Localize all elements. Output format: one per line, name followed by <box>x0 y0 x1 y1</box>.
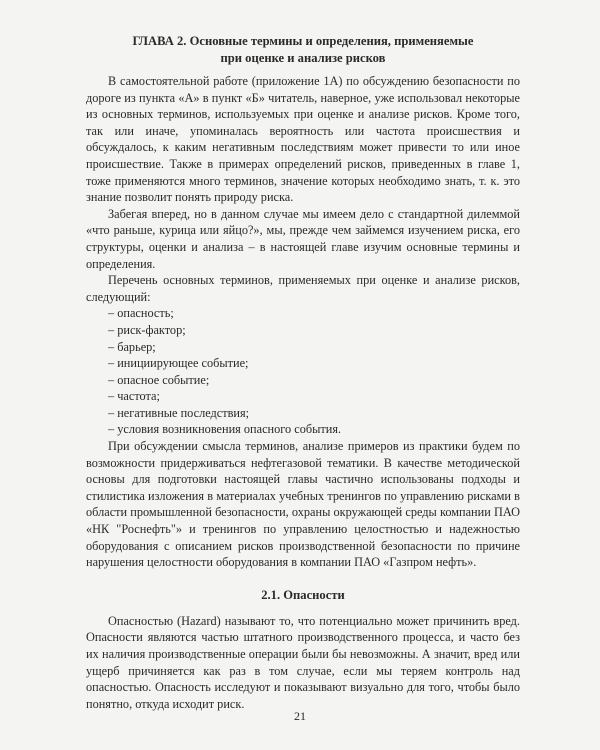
terms-lead-paragraph: Перечень основных терминов, применяемых при оценке и анализе рисков, следующий: <box>86 273 520 304</box>
list-item: – негативные последствия; <box>108 405 250 420</box>
chapter-title-line-1: ГЛАВА 2. Основные термины и определения, применяемые <box>132 34 474 48</box>
list-item: – опасность; <box>108 306 174 321</box>
list-item: – инициирующее событие; <box>108 356 249 371</box>
list-item: – риск-фактор; <box>108 322 186 337</box>
list-item: – частота; <box>108 389 160 404</box>
dilemma-paragraph: Забегая вперед, но в данном случае мы имеем дело с стандартной дилеммой «что раньше, курица или яйцо?», мы, прежде чем займемся изучением риска, его структуры, оценки и анализа – в настоящей главе изучим основные термины и определения. <box>86 206 520 271</box>
hazard-paragraph: Опасностью (Hazard) называют то, что потенциально может причинить вред. Опасности являются частью штатного производственного процесса, и часто без их наличия производственные операции были бы невозможны. А значит, вред или ущерб причиняется как раз в том случае, если мы теряем контроль над опасностью. Опасность исследуют и показывают визуально для того, чтобы было понятно, откуда исходит риск. <box>86 613 520 711</box>
chapter-title-line-2: при оценке и анализе рисков <box>220 51 386 65</box>
intro-paragraph: В самостоятельной работе (приложение 1А) по обсуждению безопасности по дороге из пункта «А» в пункт «Б» читатель, наверное, уже использовал некоторые из основных терминов, используемых при оценке и анализе рисков. Кроме того, так или иначе, упоминалась вероятность или частота происшествия и обсуждалось, к каким негативным последствиям может привести то или иное происшествие. Также в примерах определений рисков, приведенных в главе 1, тоже применяются много терминов, значение которых необходимо знать, т. к. это знание позволит понять природу риска. <box>86 74 520 205</box>
list-item: – барьер; <box>108 339 156 354</box>
terms-list <box>86 305 520 438</box>
section-title: 2.1. Опасности <box>261 587 345 602</box>
chapter-body <box>86 73 520 712</box>
list-item: – опасное событие; <box>108 372 210 387</box>
page-number: 21 <box>294 709 306 723</box>
list-item: – условия возникновения опасного события. <box>108 422 342 437</box>
chapter-title <box>86 33 520 67</box>
methodology-paragraph: При обсуждении смысла терминов, анализе примеров из практики будем по возможности придерживаться нефтегазовой тематики. В качестве методической основы для подготовки настоящей главы частично использованы подходы и стилистика изложения в материалах учебных тренингов по управлению рисками в области промышленной безопасности, охраны окружающей среды компании ПАО «НК "Роснефть"» и тренингов по управлению целостностью и надежностью оборудования с описанием рисков производственной безопасности по причине нарушения целостности оборудования в компании ПАО «Газпром нефть». <box>86 439 520 570</box>
